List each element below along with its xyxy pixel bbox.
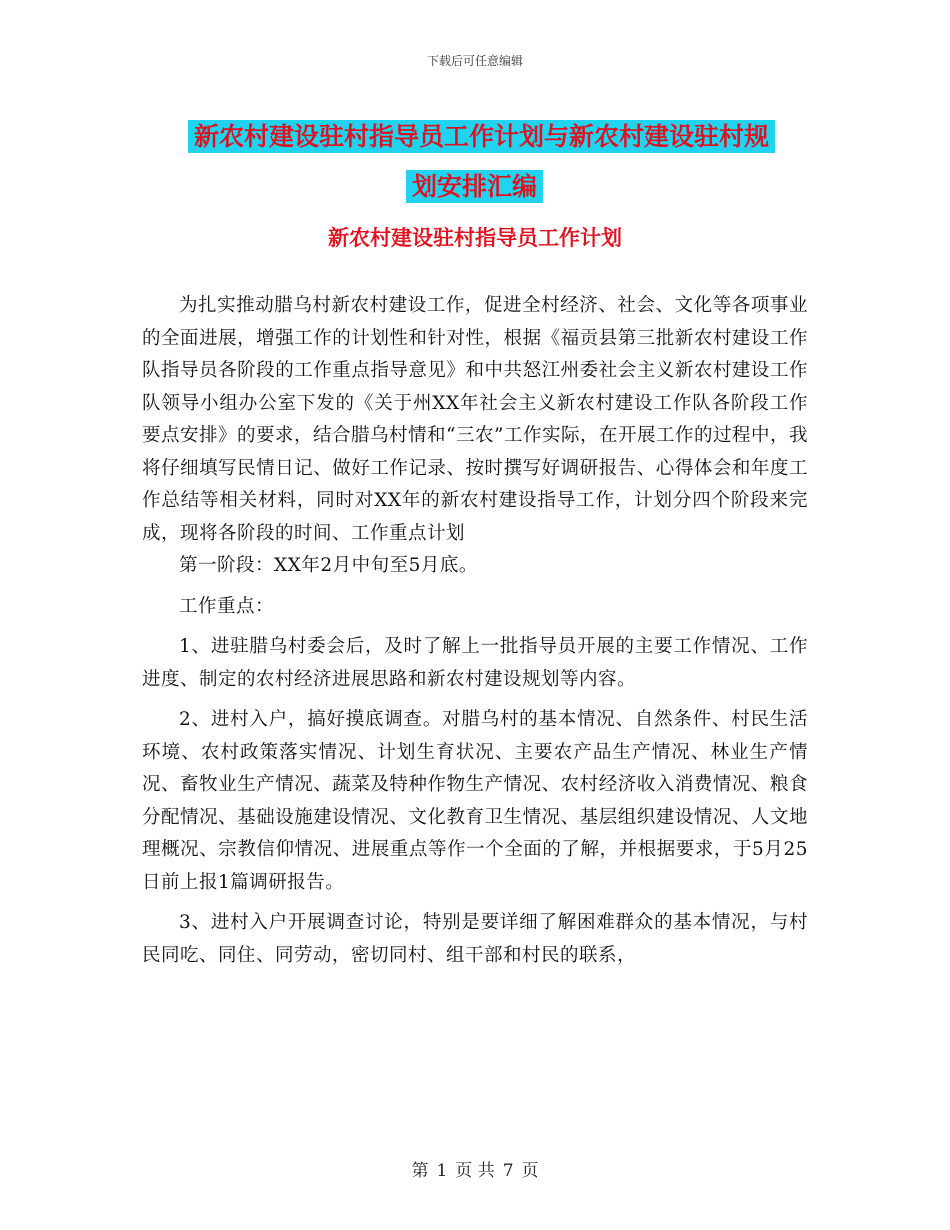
title-line-2: 划安排汇编: [406, 170, 543, 203]
document-body: [142, 290, 808, 972]
paragraph-work-focus: 工作重点：: [179, 595, 275, 617]
page-footer: [0, 1156, 950, 1181]
footer-label-of: 页 共: [455, 1161, 495, 1181]
section-title: 新农村建设驻村指导员工作计划: [328, 226, 622, 250]
footer-label-page: 第: [411, 1161, 429, 1181]
paragraph-phase-one: 第一阶段：XX年2月中旬至5月底。: [179, 555, 478, 576]
page-header: 下载后可任意编辑: [426, 54, 523, 68]
document-title: [188, 112, 808, 212]
page-number: 1: [436, 1161, 448, 1181]
paragraph-item-2: 2、进村入户，搞好摸底调查。对腊乌村的基本情况、自然条件、村民生活环境、农村政策落实情况、计划生育状况、主要农产品生产情况、林业生产情况、畜牧业生产情况、蔬菜及特种作物生产情况、农村经济收入消费情况、粮食分配情况、基础设施建设情况、文化教育卫生情况、基层组织建设情况、人文地理概况、宗教信仰情况、进展重点等作一个全面的了解，并根据要求，于5月25日前上报1篇调研报告。: [142, 709, 808, 893]
paragraph-item-3: 3、进村入户开展调查讨论，特别是要详细了解困难群众的基本情况，与村民同吃、同住、同劳动，密切同村、组干部和村民的联系，: [142, 912, 808, 966]
page-total: 7: [502, 1161, 514, 1181]
paragraph-intro: 为扎实推动腊乌村新农村建设工作，促进全村经济、社会、文化等各项事业的全面进展，增强工作的计划性和针对性，根据《福贡县第三批新农村建设工作队指导员各阶段的工作重点指导意见》和中共怒江州委社会主义新农村建设工作队领导小组办公室下发的《关于州XX年社会主义新农村建设工作队各阶段工作要点安排》的要求，结合腊乌村情和“三农”工作实际，在开展工作的过程中，我将仔细填写民情日记、做好工作记录、按时撰写好调研报告、心得体会和年度工作总结等相关材料，同时对XX年的新农村建设指导工作，计划分四个阶段来完成，现将各阶段的时间、工作重点计划: [142, 295, 808, 544]
title-line-1: 新农村建设驻村指导员工作计划与新农村建设驻村规: [188, 120, 775, 153]
paragraph-item-1: 1、进驻腊乌村委会后，及时了解上一批指导员开展的主要工作情况、工作进度、制定的农村经济进展思路和新农村建设规划等内容。: [142, 636, 808, 690]
footer-label-end: 页: [521, 1161, 539, 1181]
